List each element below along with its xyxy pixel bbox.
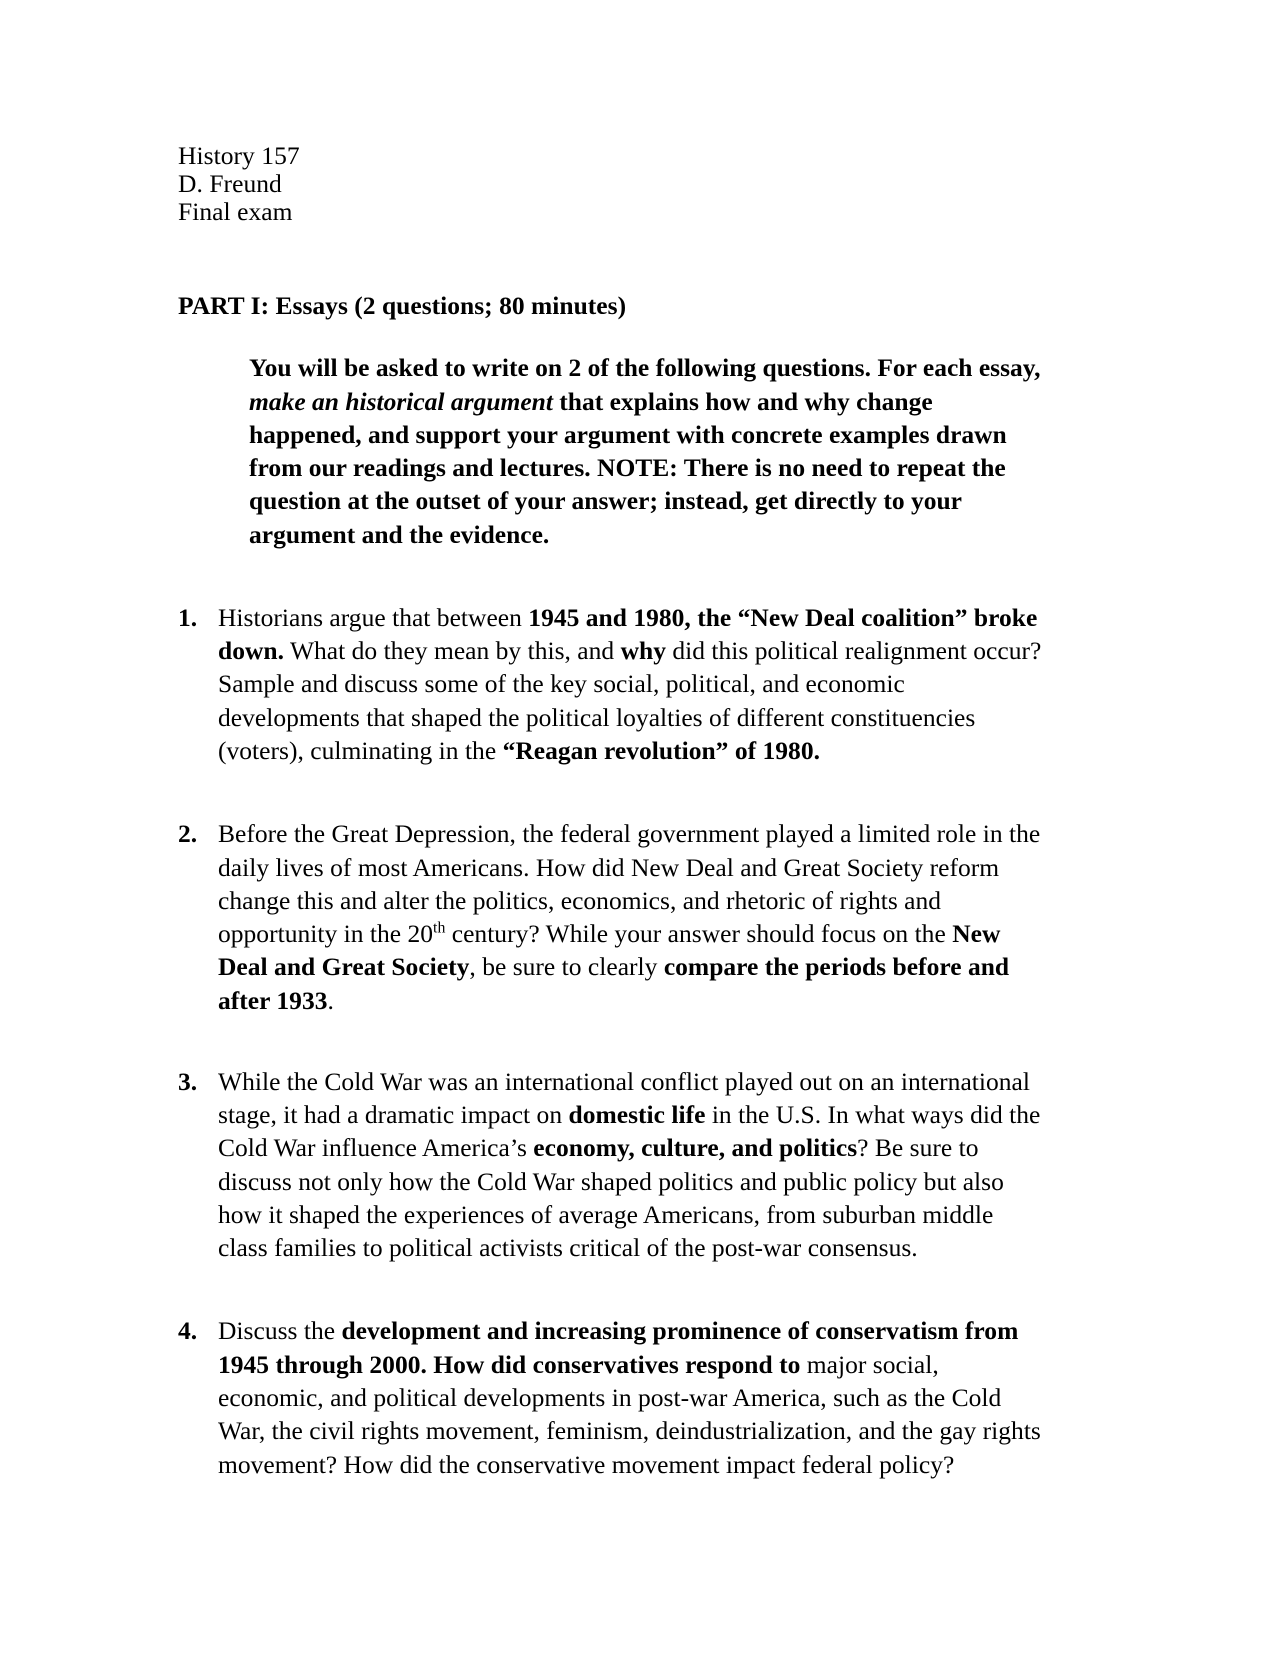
q4-run-1: Discuss the (218, 1316, 342, 1346)
exam-header (178, 142, 1046, 225)
q3-run-1: While the Cold War was an international conflict played out on an international stage, it had a dramatic impact on (218, 1066, 1030, 1130)
q3-run-3: in the U.S. In what ways did the Cold War influence America’s (218, 1100, 1041, 1163)
question-text-2 (218, 817, 1046, 1017)
q4-run-3: major social, economic, and political developments in post-war America, such as the Cold War, the civil rights movement, feminism, deindustrialization, and the gay rights movement? How did the conservative movement impact federal policy? (218, 1349, 1041, 1479)
q2-run-1: Before the Great Depression, the federal government played a limited role in the daily lives of most Americans. How did New Deal and Great Society reform change this and alter the politics, economics, and rhetoric of rights and opportunity in the 20 (218, 819, 1041, 949)
q2-run-4-bold: New Deal and Great Society (218, 919, 1001, 982)
question-text-4 (218, 1314, 1046, 1480)
question-number-3: 3. (178, 1066, 198, 1096)
essay-question-2 (178, 817, 1046, 1017)
q2-run-5: , be sure to clearly (469, 952, 664, 982)
q1-run-3: What do they mean by this, and (284, 636, 621, 666)
q2-superscript-th: th (433, 919, 446, 937)
q1-run-2-bold: 1945 and 1980, the “New Deal coalition” broke down. (218, 602, 1038, 666)
question-text-1 (218, 601, 1046, 767)
q2-run-3: century? While your answer should focus on the (445, 919, 953, 949)
essay-question-4 (178, 1314, 1046, 1480)
q3-run-5: ? Be sure to discuss not only how the Cold War shaped politics and public policy but also how it shaped the experiences of average Americans, from suburban middle class families to political activists critical of the post-war consensus. (218, 1133, 1004, 1263)
q2-run-6-bold: compare the periods before and after 1933 (218, 952, 1010, 1015)
instructions-run-1: You will be asked to write on 2 of the following questions. For each essay, (249, 353, 1041, 383)
essay-question-list (178, 601, 1046, 1481)
instructions-run-3: that explains how and why change happened, and support your argument with concrete examples drawn from our readings and lectures. NOTE: There is no need to repeat the question at the outset of your answer; instead, get directly to your argument and the evidence. (249, 386, 1007, 549)
q2-run-7: . (327, 985, 334, 1015)
instructor-name: D. Freund (178, 168, 282, 198)
question-text-3 (218, 1065, 1046, 1265)
question-number-4: 4. (178, 1316, 198, 1346)
instructions-paragraph (249, 351, 1046, 551)
question-number-1: 1. (178, 602, 198, 632)
part-heading: PART I: Essays (2 questions; 80 minutes) (178, 291, 627, 321)
q1-run-5: did this political realignment occur? Sample and discuss some of the key social, political, and economic developments that shaped the political loyalties of different constituencies (voters), culminating in the (218, 636, 1042, 765)
essay-question-1 (178, 601, 1046, 767)
instructions-run-italic: make an historical argument (249, 386, 553, 416)
q4-run-2-bold: development and increasing prominence of conservatism from 1945 through 2000. How did conservatives respond to (218, 1316, 1019, 1379)
q1-run-1: Historians argue that between (218, 602, 529, 632)
exam-label: Final exam (178, 196, 293, 226)
q1-run-6-bold: “Reagan revolution” of 1980. (502, 736, 820, 765)
q1-run-4-bold: why (620, 636, 666, 666)
course-title: History 157 (178, 141, 300, 170)
q3-run-2-bold: domestic life (568, 1100, 706, 1130)
q3-run-4-bold: economy, culture, and politics (533, 1133, 858, 1163)
document-content (178, 142, 1046, 1481)
question-number-2: 2. (178, 819, 198, 849)
essay-question-3 (178, 1065, 1046, 1265)
